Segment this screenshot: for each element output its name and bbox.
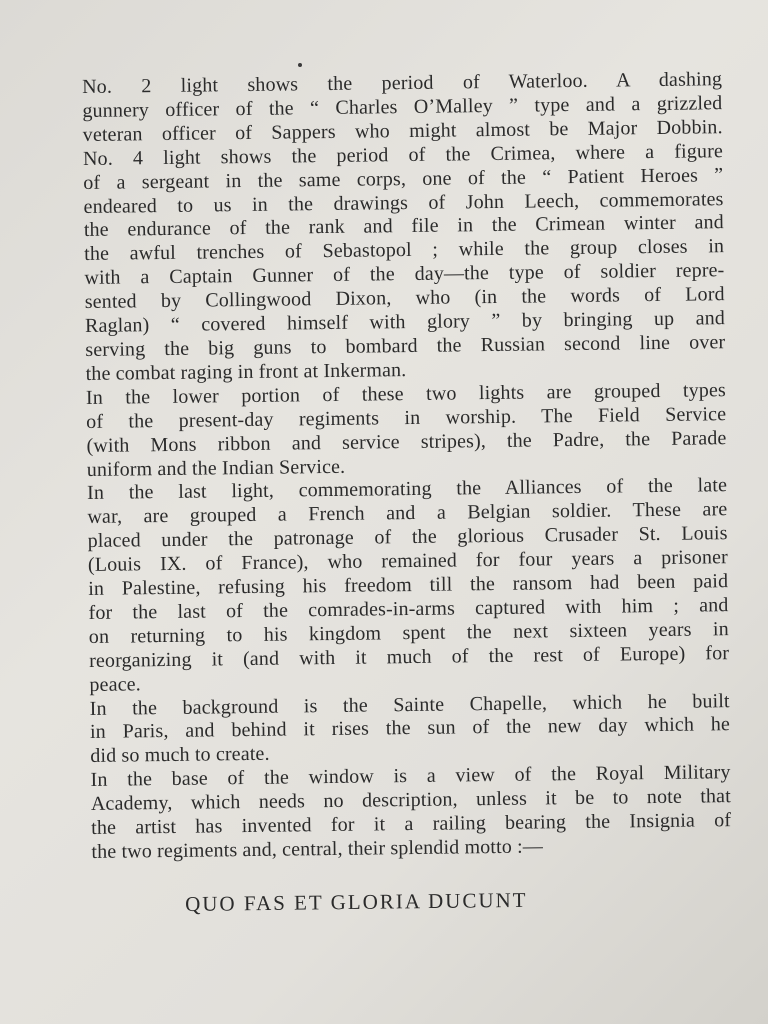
text-line: In the base of the window is a view of the Royal Military bbox=[90, 761, 731, 792]
text-line: (with Mons ribbon and service stripes), the Padre, the Parade bbox=[86, 426, 727, 457]
text-line: In the lower portion of these two lights are grouped types bbox=[85, 378, 727, 409]
text-line: with a Captain Gunner of the day—the type of soldier repre- bbox=[84, 259, 725, 290]
motto: QUO FAS ET GLORIA DUCUNT bbox=[185, 887, 528, 916]
text-line: serving the big guns to bombard the Russian second line over bbox=[85, 331, 726, 361]
text-line: of the present-day regiments in worship. The Field Service bbox=[86, 402, 727, 433]
text-line: placed under the patronage of the glorious Crusader St. Louis bbox=[87, 522, 728, 553]
text-line: (Louis IX. of France), who remained for four years a prisoner bbox=[87, 546, 729, 577]
text-line: No. 2 light shows the period of Waterloo. A dashing bbox=[82, 68, 723, 98]
ink-speck bbox=[298, 63, 302, 67]
text-line: the combat raging in front at Inkerman. bbox=[85, 358, 407, 385]
text-line: In the background is the Sainte Chapelle, which he built bbox=[89, 689, 730, 720]
text-line: the endurance of the rank and file in the Crimean winter and bbox=[83, 211, 724, 242]
text-line: Raglan) “ covered himself with glory ” by bringing up and bbox=[84, 307, 726, 338]
text-line: peace. bbox=[89, 672, 141, 696]
text-line: did so much to create. bbox=[90, 743, 270, 768]
text-line: reorganizing it (and with it much of the rest of Europe) for bbox=[89, 641, 730, 672]
text-line: veteran officer of Sappers who might almost be Major Dobbin. bbox=[82, 115, 723, 146]
text-line: war, are grouped a French and a Belgian soldier. These are bbox=[87, 498, 728, 529]
text-line: of a sergeant in the same corps, one of the “ Patient Heroes ” bbox=[83, 163, 724, 194]
text-line: the two regiments and, central, their splendid motto :— bbox=[91, 835, 544, 863]
text-line: the artist has invented for it a railing bearing the Insignia of bbox=[91, 809, 732, 840]
text-line: No. 4 light shows the period of the Crimea, where a figure bbox=[82, 139, 724, 170]
text-line: Academy, which needs no description, unless it be to note that bbox=[90, 785, 731, 816]
text-line: the awful trenches of Sebastopol ; while the group closes in bbox=[84, 235, 725, 266]
text-line: on returning to his kingdom spent the next sixteen years in bbox=[88, 617, 729, 648]
text-line: uniform and the Indian Service. bbox=[86, 455, 346, 481]
body-text bbox=[82, 68, 732, 865]
text-line: in Palestine, refusing his freedom till the ransom had been paid bbox=[88, 570, 729, 600]
text-line: In the last light, commemorating the Alliances of the late bbox=[86, 474, 728, 505]
text-line: in Paris, and behind it rises the sun of the new day which he bbox=[89, 713, 731, 744]
text-line: sented by Collingwood Dixon, who (in the words of Lord bbox=[84, 283, 725, 314]
text-line: gunnery officer of the “ Charles O’Malley ” type and a grizzled bbox=[82, 92, 723, 122]
text-line: for the last of the comrades-in-arms captured with him ; and bbox=[88, 594, 729, 624]
text-line: endeared to us in the drawings of John Leech, commemorates bbox=[83, 187, 724, 218]
